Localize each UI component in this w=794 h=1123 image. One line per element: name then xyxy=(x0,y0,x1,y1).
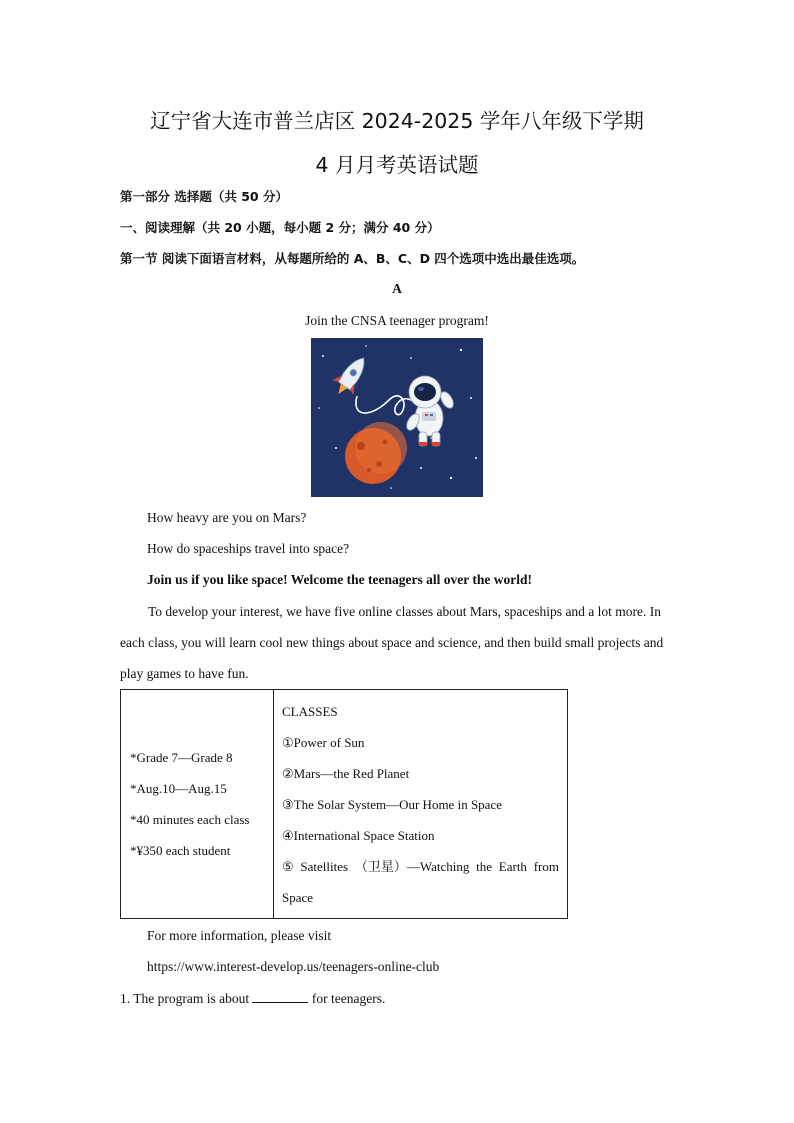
class5-word: Earth xyxy=(498,858,527,874)
class5-word: from xyxy=(533,858,559,874)
intro-question-1: How heavy are you on Mars? xyxy=(147,510,307,525)
subsection-heading: 第一节 阅读下面语言材料，从每题所给的 A、B、C、D 四个选项中选出最佳选项。 xyxy=(120,251,585,266)
astronaut-illustration xyxy=(311,338,483,497)
class-item: ②Mars—the Red Planet xyxy=(282,765,410,781)
detail-grade: *Grade 7—Grade 8 xyxy=(130,750,233,765)
classes-cell xyxy=(274,690,568,919)
section-heading: 一、阅读理解（共 20 小题，每小题 2 分；满分 40 分） xyxy=(120,220,440,235)
passage-letter: A xyxy=(392,281,402,296)
question-1-suffix: for teenagers. xyxy=(311,991,386,1006)
class5-word: ⑤ xyxy=(282,858,294,874)
detail-dates: *Aug.10—Aug.15 xyxy=(130,781,227,796)
class5-continuation: Space xyxy=(282,889,314,905)
detail-price: *¥350 each student xyxy=(130,843,231,858)
detail-duration: *40 minutes each class xyxy=(130,812,250,827)
class5-word: the xyxy=(476,858,493,874)
program-details-cell xyxy=(121,690,274,919)
more-info-text: For more information, please visit xyxy=(147,928,332,943)
class5-word: （卫星）—Watching xyxy=(354,858,470,874)
class-item-satellites xyxy=(282,851,559,882)
welcome-line: Join us if you like space! Welcome the teenagers all over the world! xyxy=(147,572,532,587)
classes-header: CLASSES xyxy=(282,703,338,719)
class5-word: Satellites xyxy=(300,858,349,874)
question-1 xyxy=(120,990,385,1007)
passage-heading: Join the CNSA teenager program! xyxy=(305,313,489,328)
part-heading: 第一部分 选择题（共 50 分） xyxy=(120,189,288,204)
doc-title-line1: 辽宁省大连市普兰店区 2024-2025 学年八年级下学期 xyxy=(150,109,644,133)
doc-title-line2: 4 月月考英语试题 xyxy=(315,153,479,177)
program-url[interactable]: https://www.interest-develop.us/teenagers-online-club xyxy=(147,959,440,974)
question-1-prefix: 1. The program is about xyxy=(120,991,250,1006)
class-item: ④International Space Station xyxy=(282,827,435,843)
class-item: ①Power of Sun xyxy=(282,734,365,750)
program-table xyxy=(120,689,568,919)
intro-question-2: How do spaceships travel into space? xyxy=(147,541,350,556)
answer-blank[interactable] xyxy=(252,990,308,1003)
body-paragraph: To develop your interest, we have five online classes about Mars, spaceships and a lot more. In each class, you will learn cool new things about space and science, and then build small projects and play games to have fun. xyxy=(120,604,664,681)
class-item: ③The Solar System—Our Home in Space xyxy=(282,796,502,812)
